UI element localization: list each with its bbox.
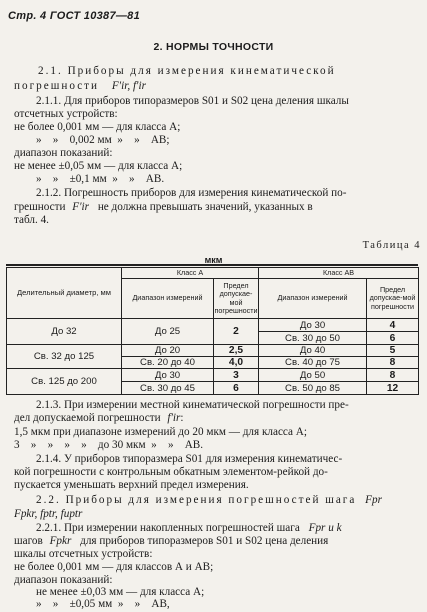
formula-f-pkr: Fpkr	[49, 535, 72, 547]
para-text: дел допускаемой погрешности	[14, 412, 161, 424]
table-cell-diameter: Св. 32 до 125	[7, 345, 122, 369]
para-2-2-1-line-4: не более 0,001 мм — для классов А и АВ;	[14, 561, 214, 573]
table-cell-limit: 4,0	[214, 357, 259, 369]
table-cell-range: До 30	[259, 319, 367, 332]
para-text: для приборов типоразмеров S01 и S02 цена деления	[80, 535, 329, 547]
para-2-1-1-line-5: диапазон показаний:	[14, 147, 113, 159]
para-2-1-1-line-6: не менее ±0,05 мм — для класса А;	[14, 160, 183, 172]
table-cell-range: Св. 40 до 75	[259, 357, 367, 369]
table-cell-limit: 8	[367, 369, 419, 382]
section-title: 2. НОРМЫ ТОЧНОСТИ	[153, 41, 274, 53]
para-2-1-2-line-1: 2.1.2. Погрешность приборов для измерения кинематической по-	[36, 187, 347, 199]
table-header-range-ab: Диапазон измерений	[259, 279, 367, 319]
para-2-1-line-2	[14, 80, 146, 93]
table-cell-limit: 2,5	[214, 345, 259, 357]
table-cell-range: До 20	[122, 345, 214, 357]
table-cell-limit: 5	[367, 345, 419, 357]
table-cell-limit: 2	[214, 319, 259, 345]
para-2-1-line-1: 2.1. Приборы для измерения кинематической	[38, 65, 336, 77]
para-2-1-3-line-1: 2.1.3. При измерении местной кинематической погрешности пре-	[36, 399, 349, 411]
table-header-range-a: Диапазон измерений	[122, 279, 214, 319]
para-2-1-2-line-2	[14, 201, 313, 214]
para-2-2-1-line-2	[14, 535, 328, 548]
table-caption: Таблица 4	[362, 240, 421, 251]
table-unit: мкм	[204, 255, 223, 265]
table-cell-diameter: До 32	[7, 319, 122, 345]
para-text: 2.2. Приборы для измерения погрешностей шага	[36, 494, 357, 506]
para-2-2-1-line-7: » » ±0,05 мм » » АВ,	[36, 598, 170, 610]
para-2-1-3-line-4: 3 » » » » до 30 мкм » » АВ.	[14, 439, 204, 451]
para-2-1-1-line-2: отсчетных устройств:	[14, 108, 118, 120]
para-text: :	[180, 412, 184, 424]
para-2-1-1-line-4: » » 0,002 мм » » АВ;	[36, 134, 170, 146]
para-2-1-4-line-1: 2.1.4. У приборов типоразмера S01 для измерения кинематичес-	[36, 453, 343, 465]
para-2-2-1-line-1	[36, 522, 342, 535]
para-2-1-4-line-2: кой погрешности с контрольным обкатным элементом-рейкой до-	[14, 466, 328, 478]
table-cell-diameter: Св. 125 до 200	[7, 369, 122, 395]
formula-f-ir: F′ir, f′ir	[111, 80, 146, 92]
para-text: погрешности	[14, 80, 100, 92]
para-2-2-1-line-6: не менее ±0,03 мм — для класса А;	[36, 586, 205, 598]
table-cell-range: До 30	[122, 369, 214, 382]
para-2-1-4-line-3: пускается уменьшать верхний предел измерения.	[14, 479, 249, 491]
para-text: 2.2.1. При измерении накопленных погрешностей шага	[36, 522, 300, 534]
table-cell-limit: 4	[367, 319, 419, 332]
para-text: не должна превышать значений, указанных в	[97, 201, 313, 213]
table-header-limit-ab: Предел допускае-мой погрешности	[367, 279, 419, 319]
formula-f-pr: Fpr и k	[308, 522, 342, 534]
para-text: грешности	[14, 201, 66, 213]
table-top-rule	[6, 264, 418, 266]
page-header: Стр. 4 ГОСТ 10387—81	[8, 10, 141, 22]
para-2-2-1-line-5: диапазон показаний:	[14, 574, 113, 586]
para-2-1-1-line-7: » » ±0,1 мм » » АВ.	[36, 173, 165, 185]
table-header-class-ab: Класс АВ	[259, 268, 419, 279]
table-cell-range: До 50	[259, 369, 367, 382]
para-2-2-1-line-3: шкалы отсчетных устройств:	[14, 548, 153, 560]
table-cell-limit: 8	[367, 357, 419, 369]
para-2-1-1-line-1: 2.1.1. Для приборов типоразмеров S01 и S02 цена деления шкалы	[36, 95, 349, 107]
formula-f-pr: Fpr	[365, 494, 382, 506]
table-cell-range: До 40	[259, 345, 367, 357]
table-cell-range: Св. 20 до 40	[122, 357, 214, 369]
para-text: шагов	[14, 535, 43, 547]
formula-f-ir: f′ir	[167, 412, 181, 424]
table-cell-range: Св. 50 до 85	[259, 382, 367, 395]
table-header-limit-a: Предел допускае-мой погрешности	[214, 279, 259, 319]
table-cell-range: Св. 30 до 50	[259, 332, 367, 345]
table-cell-limit: 3	[214, 369, 259, 382]
para-2-2-line-1	[36, 494, 382, 507]
tolerance-table	[6, 267, 419, 395]
para-2-2-line-2: Fpkr, fptr, fuptr	[14, 508, 83, 520]
table-cell-limit: 6	[367, 332, 419, 345]
para-2-1-2-line-3: табл. 4.	[14, 214, 49, 226]
para-2-1-3-line-2	[14, 412, 184, 425]
table-cell-limit: 12	[367, 382, 419, 395]
para-2-1-3-line-3: 1,5 мкм при диапазоне измерений до 20 мкм — для класса А;	[14, 426, 307, 438]
table-cell-limit: 6	[214, 382, 259, 395]
table-cell-range: До 25	[122, 319, 214, 345]
formula-f-ir: F′ir	[72, 201, 90, 213]
para-2-1-1-line-3: не более 0,001 мм — для класса А;	[14, 121, 181, 133]
table-cell-range: Св. 30 до 45	[122, 382, 214, 395]
table-header-diameter: Делительный диаметр, мм	[7, 268, 122, 319]
table-header-class-a: Класс А	[122, 268, 259, 279]
